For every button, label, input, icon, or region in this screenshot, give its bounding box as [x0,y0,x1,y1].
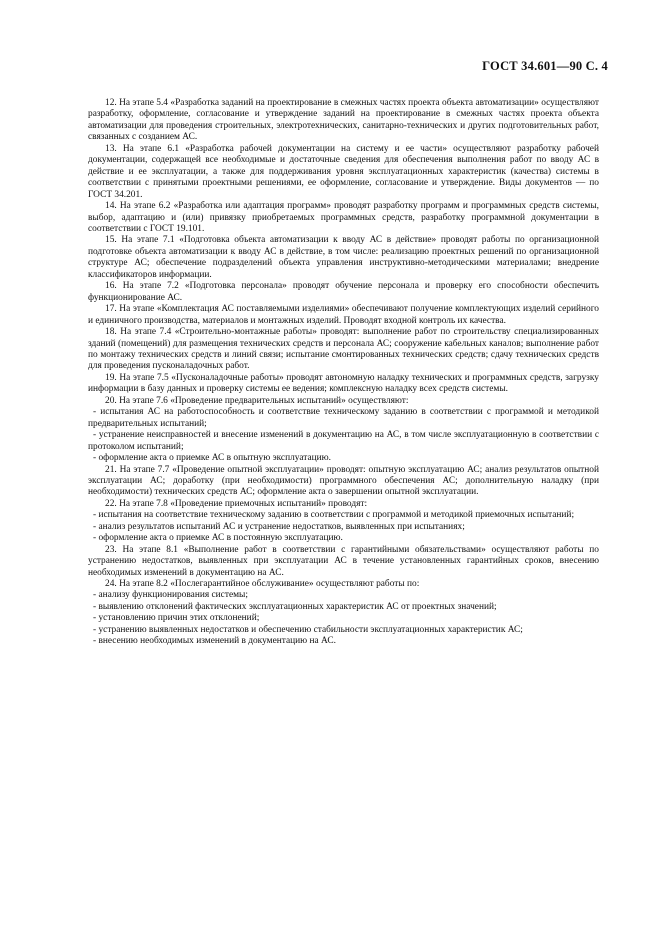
list-item: - анализу функционирования системы; [93,590,248,601]
document-body [88,98,599,648]
paragraph-16: 16. На этапе 7.2 «Подготовка персонала» проводят обучение персонала и проверку его способности обеспечить функционирование АС. [88,281,599,303]
list-item: - устранение неисправностей и внесение изменений в документацию на АС, в том числе эксплуатационную в соответствии с протоколом испытаний; [88,430,599,452]
list-item: - испытания АС на работоспособность и соответствие техническому заданию в соответствии с программой и методикой предварительных испытаний; [88,407,599,429]
paragraph-13: 13. На этапе 6.1 «Разработка рабочей документации на систему и ее части» осуществляют разработку рабочей документации, содержащей все необходимые и достаточные сведения для обеспечения выполнения работ по вводу АС в действие и ее эксплуатации, а также для поддерживания уровня эксплуатационных характеристик (качества) системы в соответствии с принятыми проектными решениями, ее оформление, согласование и утверждение. Виды документов — по ГОСТ 34.201. [88,143,599,200]
list-item: - анализ результатов испытаний АС и устранение недостатков, выявленных при испытаниях; [93,521,465,532]
paragraph-20: 20. На этапе 7.6 «Проведение предварительных испытаний» осуществляют: [105,395,409,406]
paragraph-14: 14. На этапе 6.2 «Разработка или адаптация программ» проводят разработку программ и программных средств системы, выбор, адаптацию и (или) привязку приобретаемых программных средств, разработку программной документации в соответствии с ГОСТ 19.101. [88,201,599,234]
paragraph-19: 19. На этапе 7.5 «Пусконаладочные работы» проводят автономную наладку технических и программных средств, загрузку информации в базу данных и проверку системы ее ведения; комплексную наладку всех средств системы. [88,372,599,395]
list-item: - оформление акта о приемке АС в постоянную эксплуатацию. [93,533,343,544]
list-item: - выявлению отклонений фактических эксплуатационных характеристик АС от проектных значений; [93,601,497,612]
list-item: - испытания на соответствие техническому заданию в соответствии с программой и методикой приемочных испытаний; [93,510,575,521]
paragraph-24: 24. На этапе 8.2 «Послегарантийное обслуживание» осуществляют работы по: [105,579,420,590]
paragraph-12: 12. На этапе 5.4 «Разработка заданий на проектирование в смежных частях проекта объекта автоматизации» осуществляют разработку, оформление, согласование и утверждение заданий на проектирование в смежных частях проекта объекта автоматизации для проведения строительных, электротехнических, санитарно-технических и других подготовительных работ, связанных с созданием АС. [88,98,599,143]
paragraph-23: 23. На этапе 8.1 «Выполнение работ в соответствии с гарантийными обязательствами» осуществляют работы по устранению недостатков, выявленных при эксплуатации АС в течение установленных гарантийных сроков, внесению необходимых изменений в документацию на АС. [88,544,599,578]
paragraph-18: 18. На этапе 7.4 «Строительно-монтажные работы» проводят: выполнение работ по строительству специализированных зданий (помещений) для размещения технических средств и персонала АС; сооружение кабельных каналов; выполнение работ по монтажу технических средств и линий связи; испытание смонтированных технических средств; сдачу технических средств для проведения пусконаладочных работ. [88,327,599,372]
list-item: - установлению причин этих отклонений; [93,613,260,624]
paragraph-21: 21. На этапе 7.7 «Проведение опытной эксплуатации» проводят: опытную эксплуатацию АС; анализ результатов опытной эксплуатации АС; доработку (при необходимости) программного обеспечения АС; дополнительную наладку (при необходимости) технических средств АС; оформление акта о завершении опытной эксплуатации. [88,464,599,498]
paragraph-22: 22. На этапе 7.8 «Проведение приемочных испытаний» проводят: [105,498,368,509]
document-header: ГОСТ 34.601—90 С. 4 [482,59,608,73]
list-item: - устранению выявленных недостатков и обеспечению стабильности эксплуатационных характеристик АС; [93,624,523,635]
paragraph-17: 17. На этапе «Комплектация АС поставляемыми изделиями» обеспечивают получение комплектующих изделий серийного и единичного производства, материалов и монтажных изделий. Проводят входной контроль их качества. [88,304,599,326]
list-item: - внесению необходимых изменений в документацию на АС. [93,636,336,647]
list-item: - оформление акта о приемке АС в опытную эксплуатацию. [93,453,332,464]
paragraph-15: 15. На этапе 7.1 «Подготовка объекта автоматизации к вводу АС в действие» проводят работы по организационной подготовке объекта автоматизации к вводу АС в действие, в том числе: реализацию проектных решений по организационной структуре АС; обеспечение подразделений объекта управления инструктивно-методическими материалами; внедрение классификаторов информации. [88,235,599,280]
